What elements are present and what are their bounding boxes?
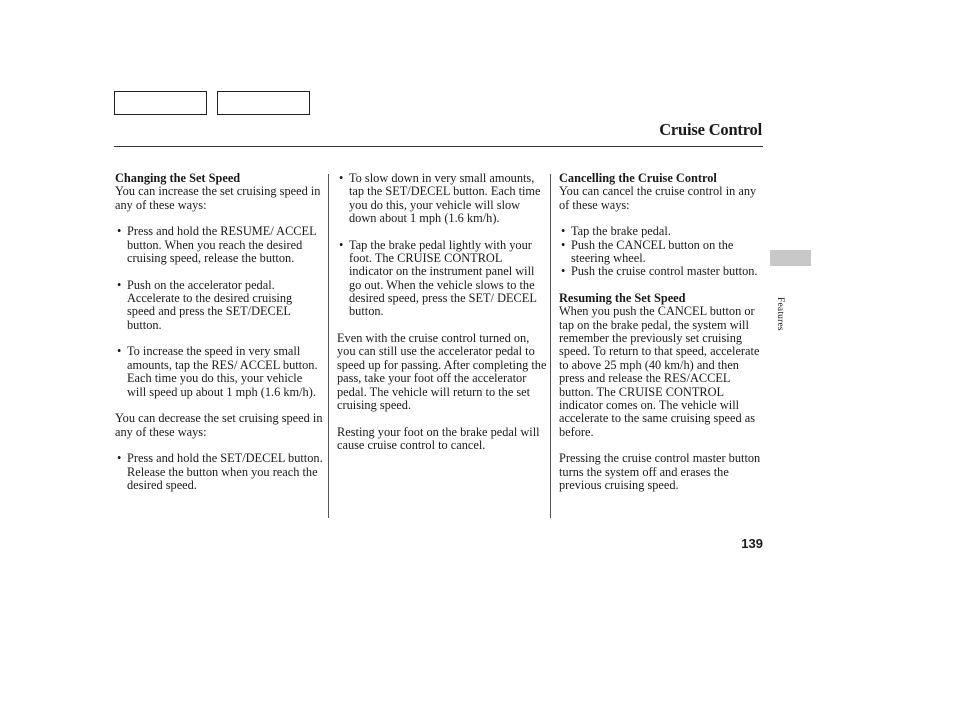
list-item: • Push the CANCEL button on the steering wheel. — [559, 239, 765, 266]
paragraph-master-button: Pressing the cruise control master button turns the system off and erases the previous cruising speed. — [559, 451, 761, 492]
paragraph-brake-cancel: Resting your foot on the brake pedal will cause cruise control to cancel. — [337, 424, 540, 452]
increase-methods-list — [115, 225, 323, 265]
section-heading-cancelling: Cancelling the Cruise Control — [559, 171, 717, 185]
decrease-methods-list — [337, 239, 547, 319]
paragraph-resume-instructions: When you push the CANCEL button or tap on the brake pedal, the system will remember the previously set cruising speed. To return to that speed, accelerate to above 25 mph (40 km/h) and then press and release the RES/ACCEL button. The CRUISE CONTROL indicator comes on. The vehicle will accelerate to the same cruising speed as before. — [559, 304, 760, 439]
cancel-methods-list — [559, 225, 765, 278]
list-item: • Push on the accelerator pedal. Accelerate to the desired cruising speed and press the SET/DECEL button. — [115, 279, 323, 332]
increase-methods-list — [115, 279, 323, 332]
column-middle — [337, 172, 547, 452]
increase-methods-list — [115, 345, 323, 398]
nav-box-contents[interactable] — [114, 91, 207, 115]
decrease-methods-list — [115, 452, 323, 492]
page-title: Cruise Control — [659, 120, 762, 139]
list-item: • Tap the brake pedal. — [559, 225, 765, 238]
column-divider — [550, 174, 551, 518]
nav-box-index[interactable] — [217, 91, 310, 115]
title-divider — [114, 146, 763, 147]
paragraph-decrease-intro: You can decrease the set cruising speed in any of these ways: — [115, 411, 323, 439]
section-tab-marker — [770, 250, 811, 266]
column-left — [115, 172, 323, 492]
list-item: • Press and hold the RESUME/ ACCEL button. When you reach the desired cruising speed, release the button. — [115, 225, 323, 265]
page-number: 139 — [741, 536, 763, 551]
list-item: • To increase the speed in very small amounts, tap the RES/ ACCEL button. Each time you do this, your vehicle will speed up about 1 mph (1.6 km/h). — [115, 345, 323, 398]
list-item: • Push the cruise control master button. — [559, 265, 765, 278]
section-heading-resuming: Resuming the Set Speed — [559, 291, 686, 306]
column-divider — [328, 174, 329, 518]
column-right — [559, 172, 765, 492]
paragraph-accelerator-override: Even with the cruise control turned on, you can still use the accelerator pedal to speed up for passing. After completing the pass, take your foot off the accelerator pedal. The vehicle will return to the set cruising speed. — [337, 331, 547, 412]
list-item: • To slow down in very small amounts, tap the SET/DECEL button. Each time you do this, your vehicle will slow down about 1 mph (1.6 km/h). — [337, 172, 547, 225]
list-item: • Press and hold the SET/DECEL button. Release the button when you reach the desired speed. — [115, 452, 323, 492]
list-item: • Tap the brake pedal lightly with your foot. The CRUISE CONTROL indicator on the instrument panel will go out. When the vehicle slows to the desired speed, press the SET/ DECEL button. — [337, 239, 547, 319]
section-tab-label: Features — [775, 297, 785, 331]
section-heading-changing-speed: Changing the Set Speed — [115, 171, 241, 185]
paragraph-cancel-intro: You can cancel the cruise control in any of these ways: — [559, 184, 757, 212]
decrease-methods-list — [337, 172, 547, 225]
paragraph-increase-intro: You can increase the set cruising speed in any of these ways: — [115, 184, 321, 212]
